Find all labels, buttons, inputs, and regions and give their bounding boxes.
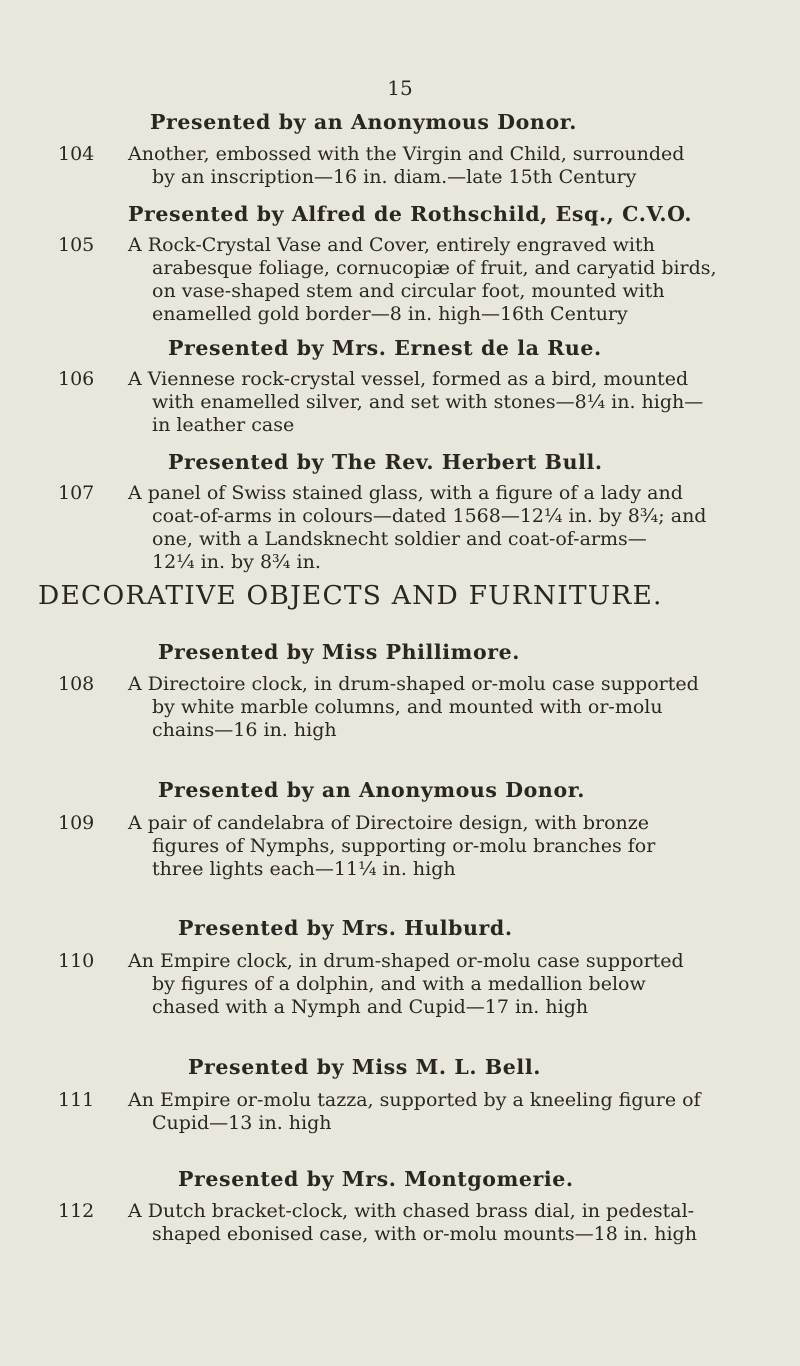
entry-number: 112: [58, 1200, 95, 1222]
entry-line: chased with a Nymph and Cupid—17 in. high: [152, 996, 589, 1018]
catalogue-entry: [58, 1200, 778, 1246]
entry-number: 106: [58, 368, 95, 390]
entry-number: 107: [58, 482, 95, 504]
entry-line: shaped ebonised case, with or-molu mounts—18 in. high: [152, 1223, 697, 1245]
entry-line: three lights each—11¼ in. high: [152, 858, 456, 880]
entry-line: figures of Nymphs, supporting or-molu branches for: [152, 835, 656, 857]
presenter-heading: Presented by Miss Phillimore.: [158, 640, 521, 664]
catalogue-entry: [58, 482, 778, 574]
entry-number: 104: [58, 143, 95, 165]
entry-line: one, with a Landsknecht soldier and coat-of-arms—: [152, 528, 647, 550]
entry-line: by figures of a dolphin, and with a medallion below: [152, 973, 646, 995]
entry-line: with enamelled silver, and set with stones—8¼ in. high—: [152, 391, 704, 413]
entry-line: by an inscription—16 in. diam.—late 15th Century: [152, 166, 637, 188]
presenter-heading: Presented by Miss M. L. Bell.: [188, 1055, 541, 1079]
entry-line: chains—16 in. high: [152, 719, 337, 741]
entry-number: 110: [58, 950, 95, 972]
presenter-heading: Presented by an Anonymous Donor.: [150, 110, 577, 134]
entry-line: Cupid—13 in. high: [152, 1112, 332, 1134]
presenter-heading: Presented by Mrs. Hulburd.: [178, 916, 513, 940]
entry-number: 109: [58, 812, 95, 834]
catalogue-entry: [58, 950, 778, 1019]
presenter-heading: Presented by an Anonymous Donor.: [158, 778, 585, 802]
catalogue-entry: [58, 673, 778, 742]
section-title: DECORATIVE OBJECTS AND FURNITURE.: [38, 580, 663, 611]
entry-line: 12¼ in. by 8¾ in.: [152, 551, 321, 573]
catalogue-entry: [58, 1089, 778, 1135]
entry-line: coat-of-arms in colours—dated 1568—12¼ in. by 8¾; and: [152, 505, 707, 527]
entry-line: An Empire clock, in drum-shaped or-molu case supported: [128, 950, 684, 972]
entry-line: on vase-shaped stem and circular foot, mounted with: [152, 280, 665, 302]
entry-number: 108: [58, 673, 95, 695]
presenter-heading: Presented by Alfred de Rothschild, Esq., C.V.O.: [128, 202, 693, 226]
entry-line: A Viennese rock-crystal vessel, formed as a bird, mounted: [128, 368, 689, 390]
page-number: 15: [387, 76, 413, 100]
entry-line: A panel of Swiss stained glass, with a figure of a lady and: [128, 482, 683, 504]
entry-line: in leather case: [152, 414, 295, 436]
entry-number: 105: [58, 234, 95, 256]
entry-line: enamelled gold border—8 in. high—16th Century: [152, 303, 628, 325]
entry-line: Another, embossed with the Virgin and Child, surrounded: [128, 143, 685, 165]
entry-line: An Empire or-molu tazza, supported by a kneeling figure of: [128, 1089, 701, 1111]
entry-line: by white marble columns, and mounted with or-molu: [152, 696, 663, 718]
entry-line: A Dutch bracket-clock, with chased brass dial, in pedestal-: [128, 1200, 695, 1222]
entry-line: arabesque foliage, cornucopiæ of fruit, and caryatid birds,: [152, 257, 717, 279]
catalogue-entry: [58, 143, 778, 189]
catalogue-entry: [58, 368, 778, 437]
entry-line: A Directoire clock, in drum-shaped or-molu case supported: [128, 673, 699, 695]
entry-number: 111: [58, 1089, 95, 1111]
catalogue-entry: [58, 234, 778, 326]
presenter-heading: Presented by The Rev. Herbert Bull.: [168, 450, 603, 474]
catalogue-entry: [58, 812, 778, 881]
entry-line: A Rock-Crystal Vase and Cover, entirely engraved with: [128, 234, 655, 256]
entry-line: A pair of candelabra of Directoire design, with bronze: [128, 812, 650, 834]
presenter-heading: Presented by Mrs. Ernest de la Rue.: [168, 336, 602, 360]
presenter-heading: Presented by Mrs. Montgomerie.: [178, 1167, 574, 1191]
